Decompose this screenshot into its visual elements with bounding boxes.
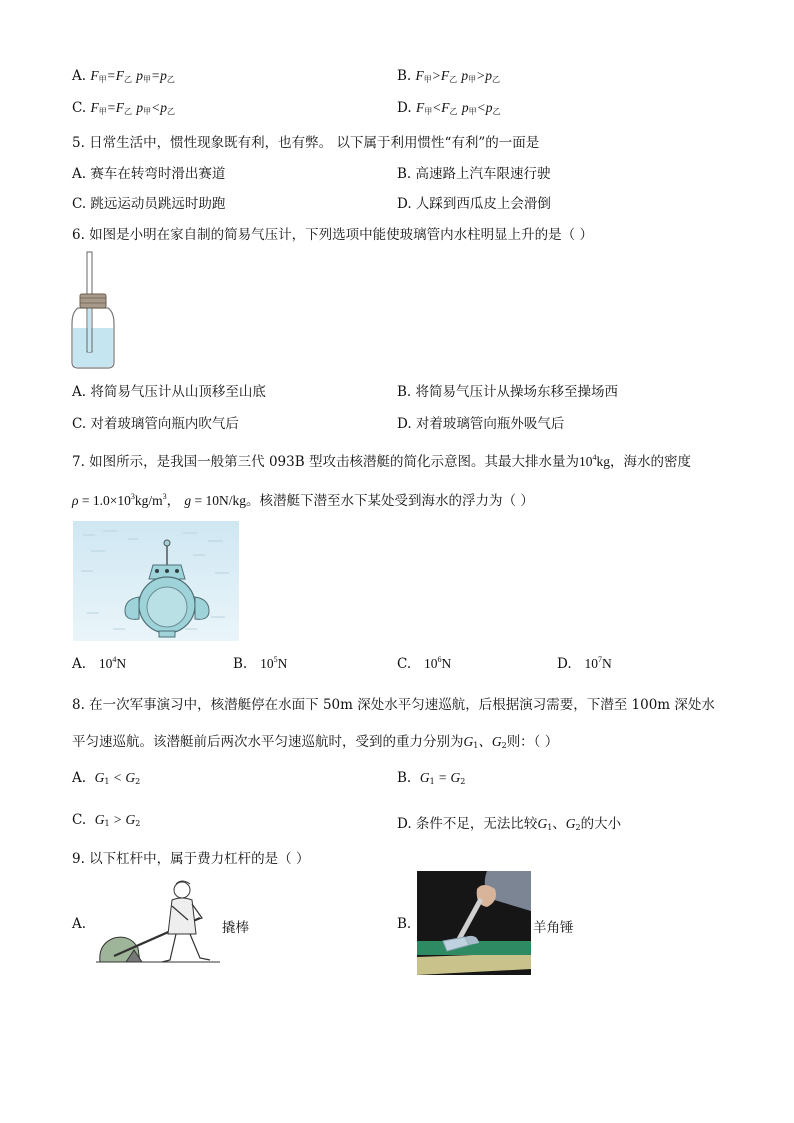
q5-stem: 5. 日常生活中，惯性现象既有利，也有弊。 以下属于利用惯性“有利”的一面是 [72,135,540,151]
q4-option-a: A. $F_甲=F_乙$ $p_甲=p_乙$ [72,68,175,84]
q8-option-b: B. $G_1 = G_2$ [397,770,466,786]
q7-stem-line2: $\rho = 1.0\times 10^3kg/m^3$， g = 10N/kg。核潜艇下潜至水下某处受到海水的浮力为（ ） [72,492,534,509]
stopper [80,294,106,308]
q5-option-b: B. 高速路上汽车限速行驶 [397,166,551,182]
q7-option-d: D. $10^7N$ [557,655,612,672]
q9-option-a-label: 撬棒 [222,920,249,936]
q8-option-a: A. $G_1 < G_2$ [72,770,141,786]
q6-option-d: D. 对着玻璃管向瓶外吸气后 [397,416,565,432]
q8-option-c: C. $G_1 > G_2$ [72,812,141,828]
bottle-water [73,328,113,367]
q7-option-a: A. $10^4N$ [72,655,127,672]
q9-stem: 9. 以下杠杆中，属于费力杠杆的是（ ） [72,851,310,867]
q5-option-c: C. 跳远运动员跳远时助跑 [72,196,226,212]
q4-option-b: B. $F_甲>F_乙$ $p_甲>p_乙$ [397,68,501,84]
q7-option-c: C. $10^6N$ [397,655,452,672]
q6-option-c: C. 对着玻璃管向瓶内吹气后 [72,416,239,432]
q9-option-b-label: 羊角锤 [533,920,574,936]
barometer-figure [68,250,118,372]
q8-stem-line2: 平匀速巡航。该潜艇前后两次水平匀速巡航时，受到的重力分别为$G_1$、$G_2$则：（ ） [72,734,559,750]
q5-option-d: D. 人踩到西瓜皮上会滑倒 [397,196,551,212]
crowbar-figure [96,878,220,966]
q5-option-a: A. 赛车在转弯时滑出赛道 [72,166,226,182]
q8-option-d: D. 条件不足，无法比较$G_1$、$G_2$的大小 [397,816,622,832]
q9-option-a-letter: A. [72,916,87,932]
q7-option-b: B. $10^5N$ [233,655,288,672]
claw-hammer-figure [417,871,531,975]
q6-option-b: B. 将简易气压计从操场东移至操场西 [397,384,619,400]
q7-stem-line1: 7. 如图所示，是我国一般第三代 093B 型攻击核潜艇的简化示意图。其最大排水量为$10^4kg$，海水的密度 [72,453,691,470]
q8-stem-line1: 8. 在一次军事演习中，核潜艇停在水面下 50m 深处水平匀速巡航，后根据演习需要，下潜至 100m 深处水 [72,697,715,713]
q6-stem: 6. 如图是小明在家自制的简易气压计，下列选项中能使玻璃管内水柱明显上升的是（ ） [72,227,593,243]
q9-option-b-letter: B. [397,916,412,932]
submarine-figure [73,521,239,641]
person-head [174,882,190,898]
q6-option-a: A. 将简易气压计从山顶移至山底 [72,384,266,400]
q4-option-d: D. $F_甲<F_乙$ $p_甲<p_乙$ [397,100,501,116]
q4-option-c: C. $F_甲=F_乙$ $p_甲<p_乙$ [72,100,175,116]
